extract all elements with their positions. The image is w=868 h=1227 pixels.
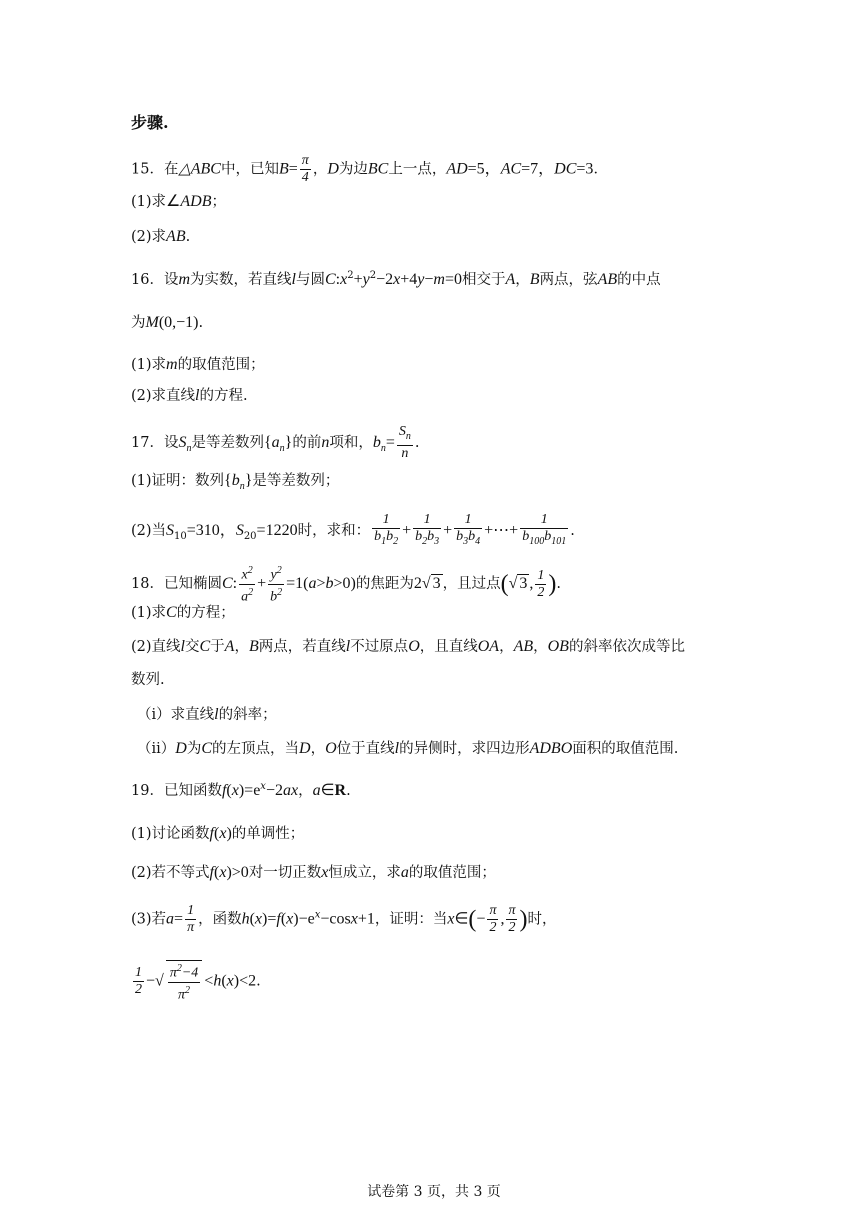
q15-part2: (2)求AB. bbox=[131, 228, 191, 245]
q16-part2: (2)求直线l的方程. bbox=[131, 387, 248, 404]
q19-part3: (3)若a= $\frac{1}{\pi}$ ，函数$h(x)=f(x)-e^x-\cos x+1$，证明：当x∈(− $\frac{\pi}{2}$ , $\frac{\pi}{2}$ )时， bbox=[131, 903, 557, 935]
q16-stem: 16．设m为实数，若直线l与圆$C:x^2+y^2-2x+4y-m=0$相交于A，B两点，弦AB的中点 bbox=[131, 270, 661, 288]
q18-part2-ii: （ii）D为C的左顶点，当D，O位于直线l的异侧时，求四边形ADBO面积的取值范围. bbox=[137, 740, 679, 757]
q15-part1: (1)求∠ADB； bbox=[131, 193, 226, 210]
q18-part2-i: （i）求直线l的斜率； bbox=[137, 706, 277, 723]
q17-part2: (2)当$S_{10}=310$，$S_{20}=1220$时，求和： $\frac{1}{b_1b_2}$ + $\frac{1}{b_2b_3}$ + $\frac{1}{b_3b_4}$ +⋯+ $\frac{1}{b_{100}b_{101}}$ . bbox=[131, 512, 575, 547]
q16-stem-line2: 为M(0,−1). bbox=[131, 314, 204, 331]
q15-stem: 15．在△ABC中，已知B= $\frac{\pi}{4}$ ，D为边BC上一点，AD=5，AC=7，DC=3． bbox=[131, 153, 608, 185]
q16-part1: (1)求m的取值范围； bbox=[131, 356, 265, 373]
q17-stem: 17．设$S_n$是等差数列$\{a_n\}$的前n项和，$b_n=$ $\frac{S_n}{n}$ . bbox=[131, 424, 420, 461]
q18-part1: (1)求C的方程； bbox=[131, 604, 235, 621]
page-footer: 试卷第 3 页，共 3 页 bbox=[367, 1184, 501, 1200]
q19-part3-inequality: $\frac{1}{2}$ −√ $\frac{\pi^2-4}{\pi^2}$ <h(x)<2. bbox=[131, 960, 261, 1003]
q19-part1: (1)讨论函数f(x)的单调性； bbox=[131, 825, 305, 842]
continuation-header: 步骤. bbox=[131, 113, 169, 132]
q19-stem: 19．已知函数$f(x)=e^x-2ax$，a∈R. bbox=[131, 781, 351, 799]
q17-part1: (1)证明：数列$\{b_n\}$是等差数列； bbox=[131, 472, 340, 493]
q18-part2-line2: 数列. bbox=[131, 672, 165, 688]
q19-part2: (2)若不等式f(x)>0对一切正数x恒成立，求a的取值范围； bbox=[131, 864, 496, 881]
q18-part2: (2)直线l交C于A，B两点，若直线l不过原点O，且直线OA，AB，OB的斜率依次成等比 bbox=[131, 638, 685, 655]
q18-stem: 18．已知椭圆C: $\frac{x^2}{a^2}$ + $\frac{y^2}{b^2}$ =1(a>b>0)的焦距为2√ 3 ，且过点(√ 3 , $\frac{1}{2}$ ). bbox=[131, 565, 562, 605]
